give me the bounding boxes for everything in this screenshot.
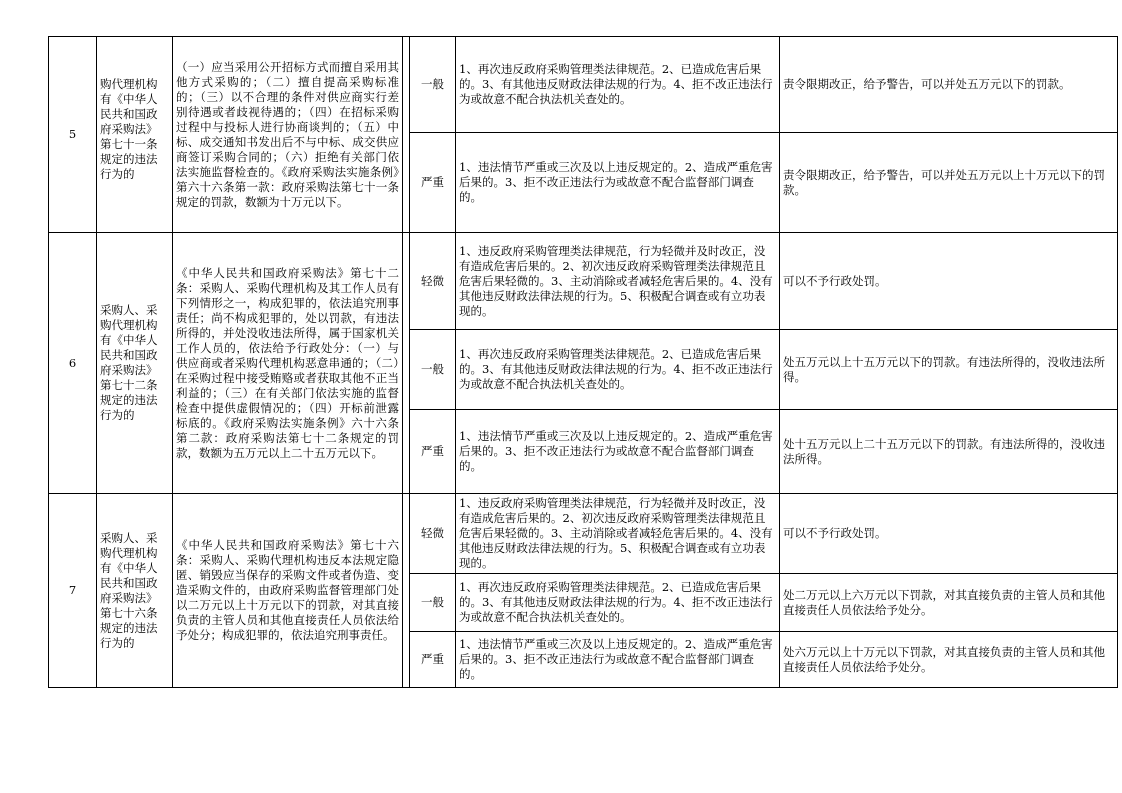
condition-text: 1、违反政府采购管理类法律规范，行为轻微并及时改正，没有造成危害后果的。2、初次违反政府采购管理类法律规范且危害后果轻微的。3、主动消除或者减轻危害后果的。4、没有其他违反财政法律法规的行为。5、积极配合调查或有立功表现的。 [459, 496, 773, 570]
violation-subject-text: 采购人、采 购代理机构 有《中华人 民共和国政 府采购法》 第七十六条 规定的违法 行为的 [100, 530, 158, 650]
penalty-result [780, 133, 1118, 233]
condition-text: 1、违法情节严重或三次及以上违反规定的。2、造成严重危害后果的。3、拒不改正违法行为或故意不配合监督部门调查的。 [459, 637, 773, 681]
penalty-result [780, 330, 1118, 410]
result-text: 处十五万元以上二十五万元以下的罚款。有违法所得的，没收违法所得。 [783, 436, 1105, 466]
result-text: 责令限期改正，给予警告，可以并处五万元以上十万元以下的罚款。 [783, 167, 1105, 197]
table-row [49, 494, 1118, 574]
severity-level: 一般 [410, 574, 456, 632]
legal-basis-text: 《中华人民共和国政府采购法》第七十二条：采购人、采购代理机构及其工作人员有下列情形之一，构成犯罪的，依法追究刑事责任；尚不构成犯罪的，处以罚款，有违法所得的，并处没收违法所得，属于国家机关工作人员的，依法给予行政处分：（一）与供应商或者采购代理机构恶意串通的；（二）在采购过程中接受贿赂或者获取其他不正当利益的；（三）在有关部门依法实施的监督检查中提供虚假情况的；（四）开标前泄露标底的。《政府采购法实施条例》六十六条第二款：政府采购法第七十二条规定的罚款，数额为五万元以上二十五万元以下。 [176, 265, 399, 460]
severity-level: 严重 [410, 632, 456, 688]
violation-subject [97, 494, 173, 688]
column-gap [403, 233, 410, 494]
legal-basis [173, 37, 403, 233]
violation-condition [456, 574, 780, 632]
legal-basis-text: 《中华人民共和国政府采购法》第七十六条：采购人、采购代理机构违反本法规定隐匿、销毁应当保存的采购文件或者伪造、变造采购文件的，由政府采购监督管理部门处以二万元以上十万元以下的罚款，对其直接负责的主管人员和其他直接责任人员依法给予处分；构成犯罪的，依法追究刑事责任。 [176, 538, 399, 642]
column-gap [403, 494, 410, 688]
violation-condition [456, 494, 780, 574]
severity-level: 一般 [410, 37, 456, 133]
result-text: 处二万元以上六万元以下罚款，对其直接负责的主管人员和其他直接责任人员依法给予处分。 [783, 587, 1105, 617]
severity-level: 严重 [410, 133, 456, 233]
severity-level: 一般 [410, 330, 456, 410]
penalty-discretion-table [48, 36, 1118, 688]
penalty-result [780, 410, 1118, 494]
violation-condition [456, 133, 780, 233]
row-number: 5 [49, 37, 97, 233]
legal-basis [173, 494, 403, 688]
penalty-result [780, 574, 1118, 632]
result-text: 可以不予行政处罚。 [783, 273, 887, 288]
table-row [49, 233, 1118, 330]
penalty-result [780, 37, 1118, 133]
result-text: 处五万元以上十五万元以下的罚款。有违法所得的，没收违法所得。 [783, 354, 1105, 384]
legal-basis [173, 233, 403, 494]
result-text: 可以不予行政处罚。 [783, 526, 887, 540]
violation-subject-text: 采购人、采 购代理机构 有《中华人 民共和国政 府采购法》 第七十二条 规定的违法 行为的 [100, 303, 158, 422]
condition-text: 1、违法情节严重或三次及以上违反规定的。2、造成严重危害后果的。3、拒不改正违法行为或故意不配合监督部门调查的。 [459, 429, 773, 473]
condition-text: 1、再次违反政府采购管理类法律规范。2、已造成危害后果的。3、有其他违反财政法律法规的行为。4、拒不改正违法行为或故意不配合执法机关查处的。 [459, 62, 773, 106]
penalty-result [780, 632, 1118, 688]
violation-condition [456, 233, 780, 330]
violation-subject [97, 37, 173, 233]
violation-subject [97, 233, 173, 494]
table-row [49, 37, 1118, 133]
penalty-result [780, 494, 1118, 574]
severity-level: 轻微 [410, 233, 456, 330]
condition-text: 1、违法情节严重或三次及以上违反规定的。2、造成严重危害后果的。3、拒不改正违法行为或故意不配合监督部门调查的。 [459, 160, 773, 204]
condition-text: 1、再次违反政府采购管理类法律规范。2、已造成危害后果的。3、有其他违反财政法律法规的行为。4、拒不改正违法行为或故意不配合执法机关查处的。 [459, 580, 773, 624]
column-gap [403, 37, 410, 233]
result-text: 处六万元以上十万元以下罚款，对其直接负责的主管人员和其他直接责任人员依法给予处分。 [783, 644, 1105, 674]
violation-condition [456, 410, 780, 494]
penalty-result [780, 233, 1118, 330]
violation-condition [456, 330, 780, 410]
result-text: 责令限期改正，给予警告，可以并处五万元以下的罚款。 [783, 77, 1071, 91]
condition-text: 1、再次违反政府采购管理类法律规范。2、已造成危害后果的。3、有其他违反财政法律法规的行为。4、拒不改正违法行为或故意不配合执法机关查处的。 [459, 347, 773, 391]
condition-text: 1、违反政府采购管理类法律规范，行为轻微并及时改正，没有造成危害后果的。2、初次违反政府采购管理类法律规范且危害后果轻微的。3、主动消除或者减轻危害后果的。4、没有其他违反财政法律法规的行为。5、积极配合调查或有立功表现的。 [459, 243, 773, 318]
violation-condition [456, 37, 780, 133]
severity-level: 轻微 [410, 494, 456, 574]
violation-condition [456, 632, 780, 688]
legal-basis-text: （一）应当采用公开招标方式而擅自采用其他方式采购的；（二）擅自提高采购标准的；（三）以不合理的条件对供应商实行差别待遇或者歧视待遇的；（四）在招标采购过程中与投标人进行协商谈判的；（五）中标、成交通知书发出后不与中标、成交供应商签订采购合同的；（六）拒绝有关部门依法实施监督检查的。《政府采购法实施条例》第六十六条第一款：政府采购法第七十一条规定的罚款，数额为十万元以下。 [176, 59, 399, 209]
severity-level: 严重 [410, 410, 456, 494]
row-number: 7 [49, 494, 97, 688]
violation-subject-text: 购代理机构 有《中华人 民共和国政 府采购法》 第七十一条 规定的违法 行为的 [100, 77, 158, 181]
row-number: 6 [49, 233, 97, 494]
